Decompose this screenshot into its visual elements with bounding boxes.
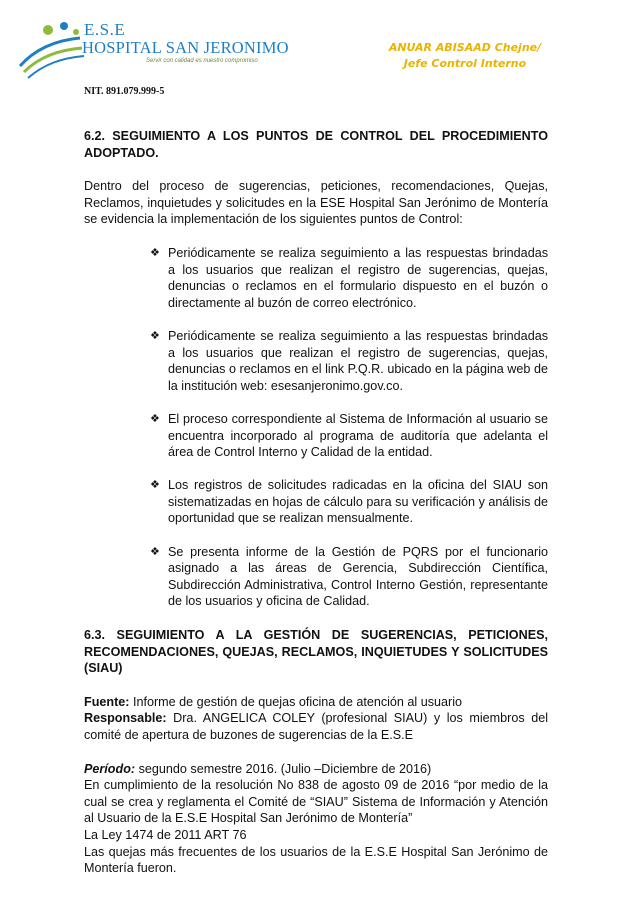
section-63-title: 6.3. SEGUIMIENTO A LA GESTIÓN DE SUGERENCIAS, PETICIONES, RECOMENDACIONES, QUEJAS, RECLAMOS, INQUIETUDES Y SOLICITUDES (SIAU)	[84, 628, 548, 676]
responsable-label: Responsable:	[84, 711, 167, 726]
section-62-intro: Dentro del proceso de sugerencias, peticiones, recomendaciones, Quejas, Reclamos, inquietudes y solicitudes en la ESE Hospital San Jerónimo de Montería se evidencia la implementación de los siguientes puntos de Control:	[84, 179, 548, 227]
diamond-bullet-icon: ❖	[150, 479, 160, 492]
author-name: ANUAR ABISAAD Chejne/	[388, 41, 542, 54]
control-points-list	[84, 245, 548, 610]
nit-number: NIT. 891.079.999-5	[84, 86, 165, 97]
diamond-bullet-icon: ❖	[150, 545, 160, 558]
list-item-text: Se presenta informe de la Gestión de PQRS por el funcionario asignado a las áreas de Gerencia, Subdirección Científica, Subdirección Administrativa, Control Interno Gestión, representante de los usuarios y oficina de Calidad.	[168, 544, 548, 609]
ley-line: La Ley 1474 de 2011 ART 76	[84, 827, 247, 842]
hospital-logo-icon	[18, 18, 88, 80]
list-item-text: El proceso correspondiente al Sistema de Información al usuario se encuentra incorporado al programa de auditoría que adelanta el área de Control Interno y Calidad de la entidad.	[168, 411, 548, 460]
quejas-paragraph: Las quejas más frecuentes de los usuarios de la E.S.E Hospital San Jerónimo de Montería fueron.	[84, 844, 548, 876]
logo-tagline: Servir con calidad es nuestro compromiso	[146, 58, 258, 64]
list-item-text: Periódicamente se realiza seguimiento a las respuestas brindadas a los usuarios que realizan el registro de sugerencias, quejas, denuncias o reclamos en el link P.Q.R. ubicado en la página web de la institución web: esesanjeronimo.gov.co.	[168, 328, 548, 393]
diamond-bullet-icon: ❖	[150, 329, 160, 342]
logo-hospital-name: HOSPITAL SAN JERONIMO	[82, 38, 289, 57]
fuente-value: Informe de gestión de quejas oficina de atención al usuario	[129, 694, 463, 709]
fuente-line	[84, 694, 548, 711]
list-item	[84, 411, 548, 461]
periodo-line	[84, 761, 548, 778]
hospital-logo	[18, 18, 289, 80]
list-item	[84, 544, 548, 610]
list-item-text: Los registros de solicitudes radicadas en la oficina del SIAU son sistematizadas en hojas de cálculo para su verificación y análisis de oportunidad que se realizan mensualmente.	[168, 478, 548, 526]
list-item	[84, 328, 548, 394]
document-body	[84, 128, 548, 877]
logo-ese-text: E.S.E	[84, 20, 126, 39]
list-item-text: Periódicamente se realiza seguimiento a las respuestas brindadas a los usuarios que realizan el registro de sugerencias, quejas, denuncias o reclamos en el formulario dispuesto en el buzón o directamente al buzón de correo electrónico.	[168, 245, 548, 310]
fuente-label: Fuente:	[84, 694, 130, 709]
list-item	[84, 477, 548, 527]
section-62-title: 6.2. SEGUIMIENTO A LOS PUNTOS DE CONTROL DEL PROCEDIMIENTO ADOPTADO.	[84, 129, 548, 160]
author-signature	[380, 40, 550, 72]
diamond-bullet-icon: ❖	[150, 246, 160, 259]
author-role: Jefe Control Interno	[403, 57, 527, 70]
responsable-value: Dra. ANGELICA COLEY (profesional SIAU) y los miembros del comité de apertura de buzones de sugerencias de la E.S.E	[84, 711, 548, 742]
responsable-line	[84, 710, 548, 743]
resolucion-paragraph: En cumplimiento de la resolución No 838 de agosto 09 de 2016 “por medio de la cual se crea y reglamenta el Comité de “SIAU” Sistema de Información y Atención al Usuario de la E.S.E Hospital San Jerónimo de Montería”	[84, 778, 548, 826]
diamond-bullet-icon: ❖	[150, 412, 160, 425]
periodo-value: segundo semestre 2016. (Julio –Diciembre de 2016)	[135, 761, 432, 776]
list-item	[84, 245, 548, 311]
periodo-label: Período:	[84, 761, 136, 776]
